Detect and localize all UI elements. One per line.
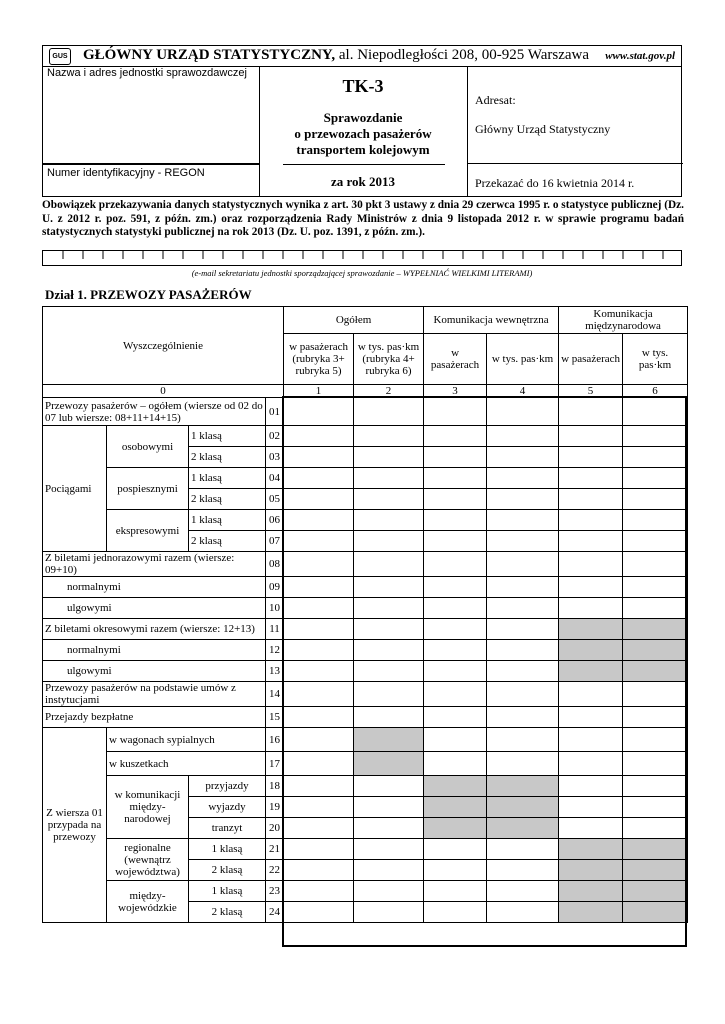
data-cell[interactable] bbox=[354, 682, 424, 707]
col-number: 3 bbox=[424, 385, 487, 398]
data-cell[interactable] bbox=[284, 797, 354, 818]
row-number: 17 bbox=[266, 752, 284, 776]
data-cell[interactable] bbox=[487, 552, 559, 577]
data-cell[interactable] bbox=[487, 752, 559, 776]
row-number: 07 bbox=[266, 531, 284, 552]
data-cell[interactable] bbox=[623, 489, 688, 510]
row-label: Przewozy pasażerów na podstawie umów z instytucjami bbox=[43, 682, 266, 707]
office-name: GŁÓWNY URZĄD STATYSTYCZNY, bbox=[83, 47, 336, 63]
data-cell[interactable] bbox=[623, 531, 688, 552]
data-cell[interactable] bbox=[487, 468, 559, 489]
data-cell[interactable] bbox=[487, 728, 559, 752]
data-cell[interactable] bbox=[559, 776, 623, 797]
disabled-cell bbox=[623, 640, 688, 661]
data-cell[interactable] bbox=[424, 447, 487, 468]
data-cell[interactable] bbox=[354, 577, 424, 598]
data-cell[interactable] bbox=[424, 728, 487, 752]
table-row bbox=[43, 707, 688, 728]
disabled-cell bbox=[623, 860, 688, 881]
email-char-ticks bbox=[43, 251, 683, 266]
row-number: 03 bbox=[266, 447, 284, 468]
class-label: 2 klasą bbox=[189, 447, 266, 468]
data-cell[interactable] bbox=[424, 510, 487, 531]
data-cell[interactable] bbox=[559, 510, 623, 531]
table-row bbox=[43, 640, 688, 661]
data-cell[interactable] bbox=[354, 640, 424, 661]
table-row bbox=[43, 426, 688, 447]
data-cell[interactable] bbox=[424, 619, 487, 640]
data-cell[interactable] bbox=[487, 860, 559, 881]
adresat-label: Adresat: bbox=[475, 93, 516, 107]
regon-label: Numer identyfikacyjny - REGON bbox=[47, 167, 205, 179]
data-cell[interactable] bbox=[559, 447, 623, 468]
data-cell[interactable] bbox=[559, 797, 623, 818]
class-label: 1 klasą bbox=[189, 468, 266, 489]
form-header bbox=[42, 45, 682, 197]
data-cell[interactable] bbox=[284, 489, 354, 510]
class-label: 1 klasą bbox=[189, 426, 266, 447]
disabled-cell bbox=[487, 776, 559, 797]
header-top-row bbox=[43, 46, 681, 67]
data-cell[interactable] bbox=[623, 468, 688, 489]
data-cell[interactable] bbox=[284, 661, 354, 682]
data-cell[interactable] bbox=[487, 881, 559, 902]
disabled-cell bbox=[559, 902, 623, 923]
data-cell[interactable] bbox=[284, 577, 354, 598]
row-label: przyjazdy bbox=[189, 776, 266, 797]
data-cell[interactable] bbox=[559, 577, 623, 598]
data-cell[interactable] bbox=[559, 728, 623, 752]
unit-label: Nazwa i adres jednostki sprawozdawczej bbox=[47, 67, 247, 79]
disabled-cell bbox=[559, 661, 623, 682]
col-number: 0 bbox=[43, 385, 284, 398]
row-label: ulgowymi bbox=[43, 661, 266, 682]
data-cell[interactable] bbox=[424, 682, 487, 707]
class-label: 2 klasą bbox=[189, 902, 266, 923]
data-cell[interactable] bbox=[424, 426, 487, 447]
data-cell[interactable] bbox=[559, 752, 623, 776]
class-label: 2 klasą bbox=[189, 489, 266, 510]
data-cell[interactable] bbox=[487, 839, 559, 860]
data-cell[interactable] bbox=[623, 707, 688, 728]
spec-header: Wyszczególnienie bbox=[43, 307, 284, 385]
row-label: ulgowymi bbox=[43, 598, 266, 619]
disabled-cell bbox=[424, 797, 487, 818]
data-cell[interactable] bbox=[424, 640, 487, 661]
col-number: 5 bbox=[559, 385, 623, 398]
data-cell[interactable] bbox=[354, 661, 424, 682]
data-cell[interactable] bbox=[284, 860, 354, 881]
domestic-header: Komunikacja wewnętrzna bbox=[424, 307, 559, 334]
data-cell[interactable] bbox=[354, 531, 424, 552]
row-number: 23 bbox=[266, 881, 284, 902]
report-year: za rok 2013 bbox=[330, 174, 396, 189]
total-passengers-header: w pasażerach (rubryka 3+ rubryka 5) bbox=[284, 334, 354, 385]
total-header: Ogółem bbox=[284, 307, 424, 334]
table-row bbox=[43, 468, 688, 489]
gus-logo: GUS bbox=[49, 48, 71, 65]
data-cell[interactable] bbox=[559, 531, 623, 552]
disabled-cell bbox=[559, 839, 623, 860]
row-number: 10 bbox=[266, 598, 284, 619]
row-number: 08 bbox=[266, 552, 284, 577]
row-number: 24 bbox=[266, 902, 284, 923]
class-label: 1 klasą bbox=[189, 839, 266, 860]
intl-pkm-header: w tys. pas·km bbox=[623, 334, 688, 385]
table-row bbox=[43, 881, 688, 902]
data-cell[interactable] bbox=[284, 776, 354, 797]
table-row bbox=[43, 776, 688, 797]
intl-comm-label: w komunikacji między-narodowej bbox=[107, 776, 189, 839]
data-cell[interactable] bbox=[284, 619, 354, 640]
disabled-cell bbox=[559, 860, 623, 881]
table-row bbox=[43, 598, 688, 619]
data-cell[interactable] bbox=[623, 398, 688, 426]
data-cell[interactable] bbox=[284, 447, 354, 468]
data-cell[interactable] bbox=[354, 398, 424, 426]
data-cell[interactable] bbox=[284, 682, 354, 707]
row-label: Przejazdy bezpłatne bbox=[43, 707, 266, 728]
row-number: 21 bbox=[266, 839, 284, 860]
data-cell[interactable] bbox=[487, 426, 559, 447]
data-cell[interactable] bbox=[284, 902, 354, 923]
row-number: 04 bbox=[266, 468, 284, 489]
data-cell[interactable] bbox=[487, 447, 559, 468]
data-cell[interactable] bbox=[424, 860, 487, 881]
row-label: normalnymi bbox=[43, 577, 266, 598]
row-number: 05 bbox=[266, 489, 284, 510]
row-number: 16 bbox=[266, 728, 284, 752]
disabled-cell bbox=[559, 640, 623, 661]
row-label: w wagonach sypialnych bbox=[107, 728, 266, 752]
international-header: Komunikacja międzynarodowa bbox=[559, 307, 688, 334]
express-trains-label: ekspresowymi bbox=[107, 510, 189, 552]
disabled-cell bbox=[424, 776, 487, 797]
disabled-cell bbox=[424, 818, 487, 839]
data-cell[interactable] bbox=[559, 398, 623, 426]
intl-passengers-header: w pasażerach bbox=[559, 334, 623, 385]
data-cell[interactable] bbox=[559, 598, 623, 619]
row-number: 14 bbox=[266, 682, 284, 707]
interregional-label: między-wojewódzkie bbox=[107, 881, 189, 923]
data-cell[interactable] bbox=[424, 598, 487, 619]
data-cell[interactable] bbox=[354, 598, 424, 619]
data-cell[interactable] bbox=[284, 728, 354, 752]
data-cell[interactable] bbox=[424, 881, 487, 902]
data-cell[interactable] bbox=[354, 619, 424, 640]
data-cell[interactable] bbox=[487, 531, 559, 552]
class-label: 1 klasą bbox=[189, 510, 266, 531]
class-label: 1 klasą bbox=[189, 881, 266, 902]
data-cell[interactable] bbox=[623, 752, 688, 776]
data-cell[interactable] bbox=[284, 426, 354, 447]
table-row bbox=[43, 552, 688, 577]
data-cell[interactable] bbox=[354, 797, 424, 818]
data-cell[interactable] bbox=[623, 552, 688, 577]
data-cell[interactable] bbox=[284, 510, 354, 531]
passenger-transport-table bbox=[42, 306, 688, 923]
col-number: 6 bbox=[623, 385, 688, 398]
table-row bbox=[43, 577, 688, 598]
data-cell[interactable] bbox=[424, 398, 487, 426]
column-numbers-row bbox=[43, 385, 688, 398]
class-label: 2 klasą bbox=[189, 531, 266, 552]
data-cell[interactable] bbox=[284, 531, 354, 552]
data-cell[interactable] bbox=[487, 619, 559, 640]
disabled-cell bbox=[623, 839, 688, 860]
data-cell[interactable] bbox=[487, 398, 559, 426]
row-number: 20 bbox=[266, 818, 284, 839]
disabled-cell bbox=[623, 661, 688, 682]
data-cell[interactable] bbox=[623, 776, 688, 797]
data-cell[interactable] bbox=[623, 447, 688, 468]
data-cell[interactable] bbox=[623, 682, 688, 707]
trains-label: Pociągami bbox=[43, 426, 107, 552]
section-title: Dział 1. PRZEWOZY PASAŻERÓW bbox=[45, 287, 252, 302]
disabled-cell bbox=[623, 902, 688, 923]
row-number: 11 bbox=[266, 619, 284, 640]
data-cell[interactable] bbox=[284, 398, 354, 426]
data-cell[interactable] bbox=[559, 489, 623, 510]
disabled-cell bbox=[354, 752, 424, 776]
data-cell[interactable] bbox=[424, 839, 487, 860]
data-cell[interactable] bbox=[559, 682, 623, 707]
passenger-trains-label: osobowymi bbox=[107, 426, 189, 468]
form-title bbox=[259, 110, 467, 158]
disabled-cell bbox=[487, 818, 559, 839]
fast-trains-label: pospiesznymi bbox=[107, 468, 189, 510]
data-cell[interactable] bbox=[623, 728, 688, 752]
data-cell[interactable] bbox=[424, 577, 487, 598]
row-number: 18 bbox=[266, 776, 284, 797]
website: www.stat.gov.pl bbox=[605, 50, 675, 62]
regional-label: regionalne (wewnątrz województwa) bbox=[107, 839, 189, 881]
data-cell[interactable] bbox=[559, 707, 623, 728]
disabled-cell bbox=[487, 797, 559, 818]
row-label: wyjazdy bbox=[189, 797, 266, 818]
data-cell[interactable] bbox=[354, 860, 424, 881]
adresat-value: Główny Urząd Statystyczny bbox=[475, 122, 611, 136]
data-cell[interactable] bbox=[623, 577, 688, 598]
office-title bbox=[83, 47, 589, 64]
data-cell[interactable] bbox=[354, 426, 424, 447]
data-cell[interactable] bbox=[354, 552, 424, 577]
data-cell[interactable] bbox=[354, 468, 424, 489]
form-title-line-1: Sprawozdanie bbox=[323, 110, 403, 125]
data-cell[interactable] bbox=[487, 682, 559, 707]
row-label: tranzyt bbox=[189, 818, 266, 839]
col-number: 4 bbox=[487, 385, 559, 398]
domestic-passengers-header: w pasażerach bbox=[424, 334, 487, 385]
data-cell[interactable] bbox=[284, 640, 354, 661]
disabled-cell bbox=[559, 881, 623, 902]
data-cell[interactable] bbox=[424, 552, 487, 577]
table-row bbox=[43, 839, 688, 860]
data-cell[interactable] bbox=[487, 707, 559, 728]
data-cell[interactable] bbox=[284, 598, 354, 619]
row-number: 06 bbox=[266, 510, 284, 531]
data-cell[interactable] bbox=[623, 426, 688, 447]
data-cell[interactable] bbox=[354, 447, 424, 468]
row-label: Przewozy pasażerów – ogółem (wiersze od 02 do 07 lub wiersze: 08+11+14+15) bbox=[43, 398, 266, 426]
data-cell[interactable] bbox=[424, 468, 487, 489]
data-cell[interactable] bbox=[424, 707, 487, 728]
data-cell[interactable] bbox=[354, 489, 424, 510]
row-number: 22 bbox=[266, 860, 284, 881]
disabled-cell bbox=[354, 728, 424, 752]
office-address: al. Niepodległości 208, 00-925 Warszawa bbox=[338, 47, 590, 63]
table-row bbox=[43, 619, 688, 640]
data-cell[interactable] bbox=[487, 598, 559, 619]
row-number: 02 bbox=[266, 426, 284, 447]
of-which-label: Z wiersza 01 przypada na przewozy bbox=[43, 728, 107, 923]
data-cell[interactable] bbox=[354, 510, 424, 531]
table-row bbox=[43, 398, 688, 426]
data-cell[interactable] bbox=[623, 510, 688, 531]
data-cell[interactable] bbox=[623, 598, 688, 619]
data-cell[interactable] bbox=[487, 902, 559, 923]
total-pkm-header: w tys. pas·km (rubryka 4+ rubryka 6) bbox=[354, 334, 424, 385]
data-cell[interactable] bbox=[354, 902, 424, 923]
disabled-cell bbox=[559, 619, 623, 640]
data-cell[interactable] bbox=[284, 881, 354, 902]
table-row bbox=[43, 510, 688, 531]
data-cell[interactable] bbox=[623, 818, 688, 839]
email-input-boxes[interactable] bbox=[42, 250, 682, 266]
disabled-cell bbox=[623, 619, 688, 640]
data-cell[interactable] bbox=[284, 552, 354, 577]
row-number: 12 bbox=[266, 640, 284, 661]
row-number: 01 bbox=[266, 398, 284, 426]
data-cell[interactable] bbox=[424, 661, 487, 682]
data-cell[interactable] bbox=[487, 661, 559, 682]
data-cell[interactable] bbox=[284, 468, 354, 489]
table-row bbox=[43, 661, 688, 682]
col-number: 1 bbox=[284, 385, 354, 398]
data-cell[interactable] bbox=[354, 707, 424, 728]
data-cell[interactable] bbox=[559, 818, 623, 839]
data-cell[interactable] bbox=[424, 531, 487, 552]
data-cell[interactable] bbox=[284, 707, 354, 728]
row-number: 09 bbox=[266, 577, 284, 598]
row-label: Z biletami jednorazowymi razem (wiersze: 09+10) bbox=[43, 552, 266, 577]
data-cell[interactable] bbox=[623, 797, 688, 818]
data-cell[interactable] bbox=[354, 881, 424, 902]
data-cell[interactable] bbox=[487, 640, 559, 661]
col-number: 2 bbox=[354, 385, 424, 398]
row-number: 15 bbox=[266, 707, 284, 728]
class-label: 2 klasą bbox=[189, 860, 266, 881]
data-cell[interactable] bbox=[487, 510, 559, 531]
data-cell[interactable] bbox=[284, 752, 354, 776]
table-row bbox=[43, 682, 688, 707]
data-cell[interactable] bbox=[284, 818, 354, 839]
data-cell[interactable] bbox=[354, 839, 424, 860]
data-cell[interactable] bbox=[559, 468, 623, 489]
data-cell[interactable] bbox=[354, 818, 424, 839]
row-label: normalnymi bbox=[43, 640, 266, 661]
form-title-line-3: transportem kolejowym bbox=[296, 142, 430, 157]
data-cell[interactable] bbox=[424, 902, 487, 923]
row-label: w kuszetkach bbox=[107, 752, 266, 776]
disabled-cell bbox=[623, 881, 688, 902]
data-cell[interactable] bbox=[284, 839, 354, 860]
legal-basis: Obowiązek przekazywania danych statystycznych wynika z art. 30 pkt 3 ustawy z dnia 29 czerwca 1995 r. o statystyce publicznej (Dz. U. z 2012 r. poz. 591, z późn. zm.) oraz rozporządzenia Rady Ministrów z dnia 9 listopada 2012 r. w sprawie programu badań statystycznych statystyki publicznej na rok 2013 (Dz. U. poz. 1391, z późn. zm.). bbox=[42, 199, 684, 238]
data-cell[interactable] bbox=[487, 489, 559, 510]
form-title-line-2: o przewozach pasażerów bbox=[294, 126, 432, 141]
form-code: TK-3 bbox=[342, 76, 384, 96]
deadline: Przekazać do 16 kwietnia 2014 r. bbox=[475, 176, 635, 190]
row-number: 19 bbox=[266, 797, 284, 818]
data-cell[interactable] bbox=[487, 577, 559, 598]
data-cell[interactable] bbox=[424, 489, 487, 510]
data-cell[interactable] bbox=[354, 776, 424, 797]
table-row bbox=[43, 752, 688, 776]
domestic-pkm-header: w tys. pas·km bbox=[487, 334, 559, 385]
data-cell[interactable] bbox=[559, 426, 623, 447]
row-label: Z biletami okresowymi razem (wiersze: 12+13) bbox=[43, 619, 266, 640]
row-number: 13 bbox=[266, 661, 284, 682]
table-row bbox=[43, 728, 688, 752]
data-cell[interactable] bbox=[559, 552, 623, 577]
data-cell[interactable] bbox=[424, 752, 487, 776]
email-note: (e-mail sekretariatu jednostki sporządzającej sprawozdanie – WYPEŁNIAĆ WIELKIMI LITERAMI) bbox=[191, 268, 533, 278]
